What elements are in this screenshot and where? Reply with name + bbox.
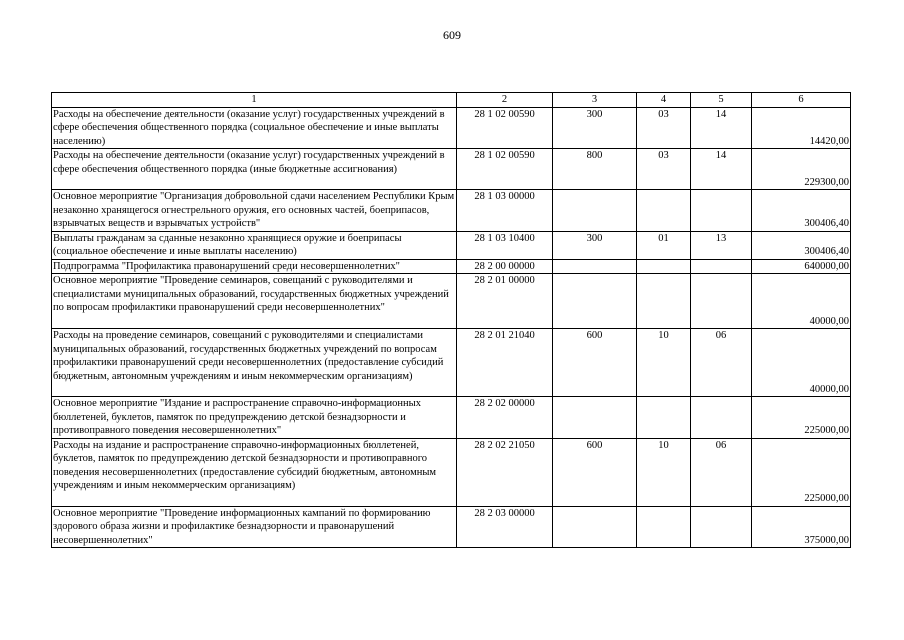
row-subsection [691,190,752,232]
table-row [52,149,851,190]
row-section: 01 [637,231,691,259]
row-section: 10 [637,329,691,397]
table-row [52,274,851,329]
column-header: 5 [691,93,752,108]
table-row [52,107,851,149]
row-name: Основное мероприятие "Проведение информационных кампаний по формированию здорового образа жизни и профилактике безнадзорности и правонарушений несовершеннолетних" [52,506,457,548]
row-code: 28 2 01 00000 [457,274,553,329]
row-code: 28 2 02 21050 [457,438,553,506]
row-expense-type: 300 [553,231,637,259]
row-code: 28 1 03 00000 [457,190,553,232]
row-subsection [691,259,752,274]
row-sum: 40000,00 [752,274,851,329]
row-code: 28 2 00 00000 [457,259,553,274]
row-name: Подпрограмма "Профилактика правонарушений среди несовершеннолетних" [52,259,457,274]
row-expense-type: 600 [553,329,637,397]
page-number: 609 [443,28,461,42]
row-expense-type: 300 [553,107,637,149]
row-subsection [691,506,752,548]
row-section [637,397,691,439]
row-name: Расходы на обеспечение деятельности (оказание услуг) государственных учреждений в сфере обеспечения общественного порядка (социальное обеспечение и иные выплаты населению) [52,107,457,149]
row-name: Расходы на проведение семинаров, совещаний с руководителями и специалистами муниципальных образований, государственных бюджетных учреждений по вопросам профилактики правонарушений среди несовершеннолетних (предоставление субсидий бюджетным, автономным учреждениям и иным некоммерческим организациям) [52,329,457,397]
column-header: 4 [637,93,691,108]
row-code: 28 2 03 00000 [457,506,553,548]
row-expense-type: 600 [553,438,637,506]
row-code: 28 2 02 00000 [457,397,553,439]
row-section [637,274,691,329]
row-subsection [691,274,752,329]
row-code: 28 1 03 10400 [457,231,553,259]
column-header: 1 [52,93,457,108]
row-name: Основное мероприятие "Организация добровольной сдачи населением Республики Крым незаконно хранящегося огнестрельного оружия, его основных частей, боеприпасов, взрывчатых веществ и взрывчатых устройств" [52,190,457,232]
row-sum: 225000,00 [752,438,851,506]
row-subsection: 14 [691,149,752,190]
row-sum: 375000,00 [752,506,851,548]
row-expense-type: 800 [553,149,637,190]
row-sum: 40000,00 [752,329,851,397]
row-sum: 300406,40 [752,231,851,259]
row-expense-type [553,397,637,439]
row-expense-type [553,274,637,329]
row-subsection: 06 [691,438,752,506]
table-row [52,259,851,274]
row-name: Основное мероприятие "Издание и распространение справочно-информационных бюллетеней, буклетов, памяток по предупреждению детской безнадзорности и противоправного поведения несовершеннолетних" [52,397,457,439]
row-sum: 14420,00 [752,107,851,149]
row-subsection: 06 [691,329,752,397]
row-sum: 225000,00 [752,397,851,439]
table-row [52,329,851,397]
row-name: Расходы на обеспечение деятельности (оказание услуг) государственных учреждений в сфере обеспечения общественного порядка (иные бюджетные ассигнования) [52,149,457,190]
column-header: 3 [553,93,637,108]
row-code: 28 1 02 00590 [457,149,553,190]
table-row [52,438,851,506]
row-section: 03 [637,107,691,149]
row-name: Основное мероприятие "Проведение семинаров, совещаний с руководителями и специалистами муниципальных образований, государственных бюджетных учреждений по вопросам профилактики правонарушений среди несовершеннолетних" [52,274,457,329]
table-row [52,190,851,232]
row-sum: 640000,00 [752,259,851,274]
row-section [637,259,691,274]
row-sum: 229300,00 [752,149,851,190]
row-expense-type [553,190,637,232]
row-section [637,190,691,232]
row-subsection: 13 [691,231,752,259]
row-sum: 300406,40 [752,190,851,232]
row-subsection: 14 [691,107,752,149]
table-row [52,506,851,548]
row-code: 28 1 02 00590 [457,107,553,149]
column-header: 2 [457,93,553,108]
row-expense-type [553,506,637,548]
row-name: Выплаты гражданам за сданные незаконно хранящиеся оружие и боеприпасы (социальное обеспечение и иные выплаты населению) [52,231,457,259]
table-header-row [52,93,851,108]
row-section: 03 [637,149,691,190]
table-row [52,231,851,259]
budget-table [51,92,851,548]
row-code: 28 2 01 21040 [457,329,553,397]
row-section [637,506,691,548]
row-subsection [691,397,752,439]
row-section: 10 [637,438,691,506]
row-expense-type [553,259,637,274]
row-name: Расходы на издание и распространение справочно-информационных бюллетеней, буклетов, памяток по предупреждению детской безнадзорности и противоправного поведения несовершеннолетних (предоставление субсидий бюджетным, автономным учреждениям и иным некоммерческим организациям) [52,438,457,506]
table-row [52,397,851,439]
column-header: 6 [752,93,851,108]
